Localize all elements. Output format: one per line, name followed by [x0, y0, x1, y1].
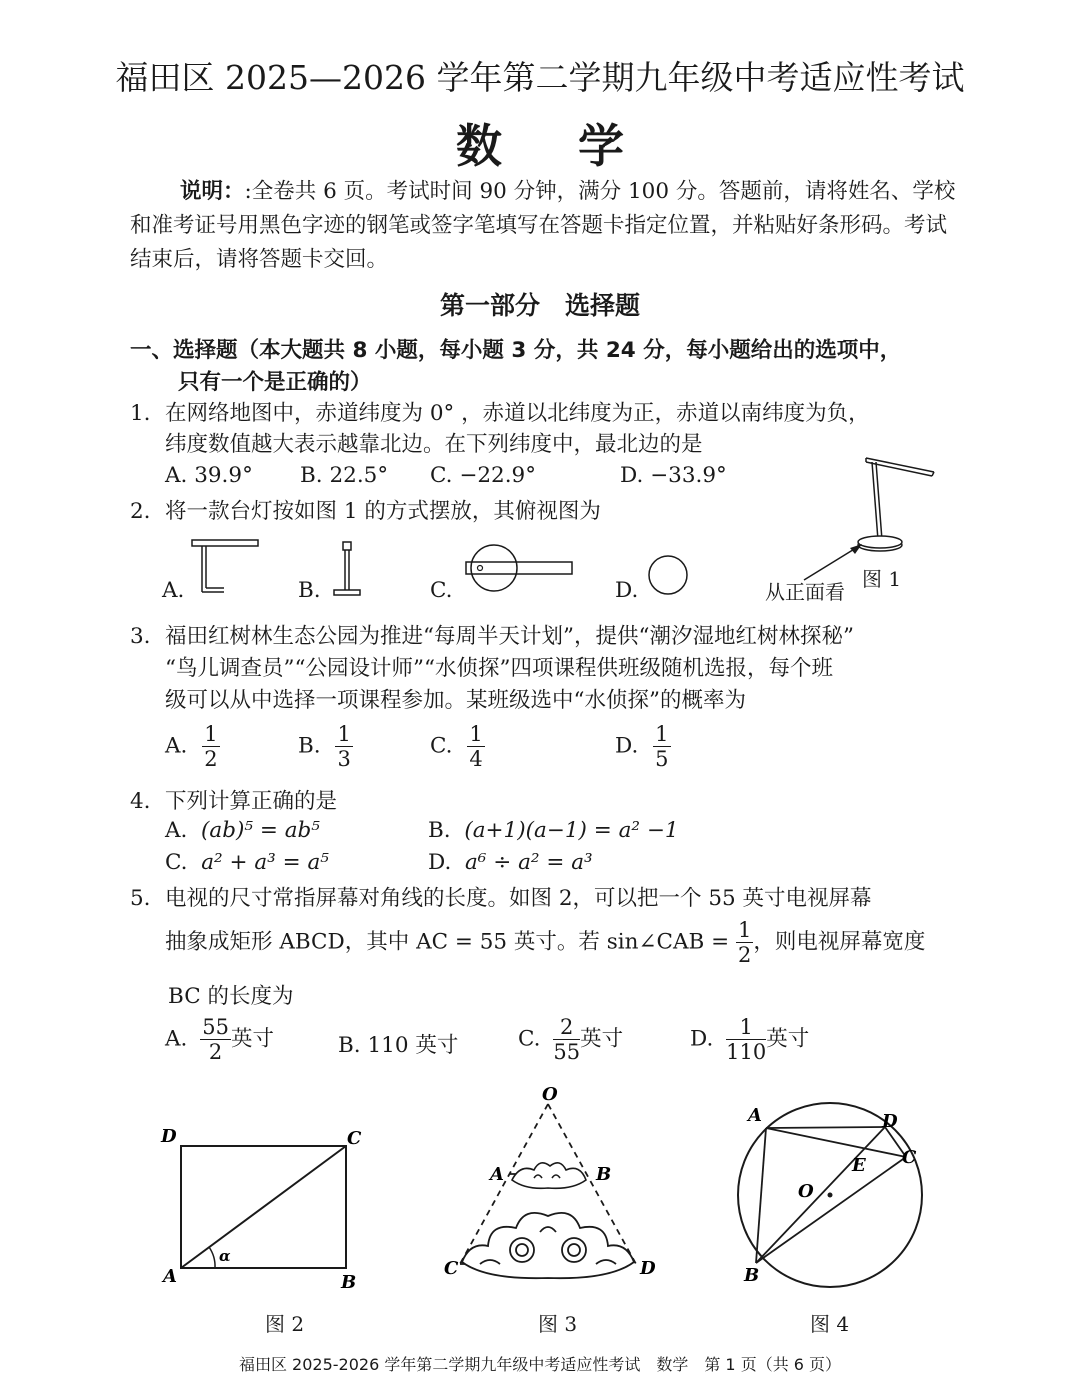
fig3-label-d: D	[640, 1258, 656, 1279]
q4-option-d	[428, 850, 593, 875]
fig4-label-b: B	[744, 1265, 760, 1286]
q2-option-c: C.	[430, 578, 453, 603]
q3-option-c	[430, 722, 485, 771]
q5-option-d-label: D.	[690, 1026, 714, 1052]
q5-option-a-unit: 英寸	[230, 1026, 274, 1052]
q5-a-denominator: 2	[208, 1040, 223, 1064]
q4-number: 4.	[130, 789, 151, 814]
q4-option-c-label: C.	[165, 850, 188, 875]
figure-4-caption: 图 4	[810, 1312, 850, 1336]
instructions-text: :全卷共 6 页。考试时间 90 分钟，满分 100 分。答题前，请将姓名、学校和准考证号用黑色字迹的钢笔或签字笔填写在答题卡指定位置，并粘贴好条形码。考试结束后，请将答题卡交回。	[130, 179, 956, 272]
q1-option-a: A. 39.9°	[165, 463, 253, 488]
q5-option-c-fraction	[553, 1015, 580, 1064]
q5-option-b-label: B.	[338, 1033, 361, 1058]
fig3-label-o: O	[542, 1084, 558, 1105]
q1-line2: 纬度数值越大表示越靠北边。在下列纬度中，最北边的是	[165, 432, 703, 457]
section-heading-line1: 一、选择题（本大题共 8 小题，每小题 3 分，共 24 分，每小题给出的选项中，	[130, 338, 902, 363]
q3-c-numerator: 1	[469, 722, 483, 746]
q5-option-a-fraction	[200, 1015, 231, 1064]
fig4-label-a: A	[748, 1105, 762, 1126]
q3-d-denominator: 5	[655, 747, 669, 771]
fig3-label-a: A	[490, 1164, 504, 1185]
q3-option-c-label: C.	[430, 733, 453, 759]
q2-text: 将一款台灯按如图 1 的方式摆放，其俯视图为	[165, 499, 601, 524]
q3-option-d-fraction	[653, 722, 670, 771]
q4-option-b-label: B.	[428, 818, 451, 843]
q3-number: 3.	[130, 624, 151, 649]
q3-d-numerator: 1	[655, 722, 669, 746]
q5-option-a	[165, 1015, 274, 1064]
exam-title: 福田区 2025—2026 学年第二学期九年级中考适应性考试	[115, 58, 965, 97]
q5-option-c-label: C.	[518, 1026, 541, 1052]
fig4-label-d: D	[882, 1111, 898, 1132]
q5-option-d-unit: 英寸	[766, 1026, 810, 1052]
q2-option-d-figure	[645, 552, 691, 598]
fig2-label-c: C	[347, 1128, 362, 1149]
figure-2-rectangle	[155, 1120, 375, 1293]
q3-option-b-fraction	[335, 722, 352, 771]
q1-number: 1.	[130, 401, 151, 426]
q2-option-b: B.	[298, 578, 321, 603]
q3-b-denominator: 3	[337, 747, 351, 771]
figure-4-circle	[720, 1095, 940, 1295]
q3-option-d	[615, 722, 671, 771]
q2-number: 2.	[130, 499, 151, 524]
q5-option-c-unit: 英寸	[580, 1026, 624, 1052]
q5-a-numerator: 55	[202, 1015, 229, 1039]
q1-line1: 在网络地图中，赤道纬度为 0° ，赤道以北纬度为正，赤道以南纬度为负，	[165, 401, 870, 426]
q5-d-numerator: 1	[726, 1015, 766, 1040]
q3-c-denominator: 4	[469, 747, 483, 771]
q3-b-numerator: 1	[337, 722, 351, 746]
page-footer: 福田区 2025-2026 学年第二学期九年级中考适应性考试 数学 第 1 页（共 6 页）	[238, 1355, 842, 1374]
part-title: 第一部分 选择题	[439, 291, 640, 320]
q5-line2-start: 抽象成矩形 ABCD，其中 AC = 55 英寸。若 sin∠CAB =	[165, 929, 730, 955]
q5-sin-numerator: 1	[738, 918, 752, 942]
q2-option-d: D.	[615, 578, 639, 603]
q3-line1: 福田红树林生态公园为推进“每周半天计划”，提供“潮汐湿地红树林探秘”	[165, 624, 854, 649]
q4-text: 下列计算正确的是	[165, 789, 338, 814]
fig4-label-e: E	[852, 1155, 866, 1176]
q2-option-c-figure	[462, 544, 578, 596]
q5-line2-end: ，则电视屏幕宽度	[753, 929, 926, 955]
q3-option-a	[165, 722, 220, 771]
instructions-label: 说明：	[180, 179, 245, 204]
section-heading-line2: 只有一个是正确的）	[178, 370, 372, 395]
q5-option-b	[338, 1028, 458, 1059]
q5-option-d-fraction	[726, 1015, 766, 1064]
small-cloud-icon	[512, 1163, 586, 1189]
q3-option-d-label: D.	[615, 733, 639, 759]
fig2-label-d: D	[161, 1126, 177, 1147]
q4-option-b-expr: (a+1)(a−1) = a² −1	[464, 818, 679, 843]
fig3-label-c: C	[444, 1258, 459, 1279]
fig2-label-alpha: α	[219, 1247, 231, 1265]
fig3-label-b: B	[596, 1164, 612, 1185]
q4-option-d-expr: a⁶ ÷ a² = a³	[464, 850, 593, 875]
fig2-label-b: B	[341, 1272, 357, 1293]
figure-2-caption: 图 2	[265, 1312, 305, 1336]
q5-number: 5.	[130, 886, 151, 911]
subject-title: 数 学	[455, 119, 654, 173]
fig4-label-c: C	[902, 1147, 917, 1168]
q4-option-d-label: D.	[428, 850, 452, 875]
q2-option-b-figure	[330, 540, 370, 600]
q3-option-a-label: A.	[165, 733, 188, 759]
q5-d-denominator: 110	[726, 1040, 767, 1064]
q3-line2: “鸟儿调查员”“公园设计师”“水侦探”四项课程供班级随机选报，每个班	[165, 656, 833, 681]
q4-option-a	[165, 818, 320, 843]
q1-option-c: C. −22.9°	[430, 463, 536, 488]
q3-option-b-label: B.	[298, 733, 321, 759]
q5-sin-denominator: 2	[738, 943, 752, 967]
q5-option-b-text: 110 英寸	[367, 1033, 459, 1058]
q4-option-b	[428, 818, 679, 843]
q2-option-a: A.	[162, 578, 185, 603]
q3-a-numerator: 1	[204, 722, 218, 746]
q3-option-c-fraction	[467, 722, 484, 771]
q5-c-numerator: 2	[553, 1015, 580, 1040]
fig4-label-o: O	[798, 1181, 814, 1202]
q3-option-a-fraction	[202, 722, 219, 771]
q5-option-d	[690, 1015, 809, 1064]
q2-option-a-figure	[190, 538, 262, 598]
q4-option-a-expr: (ab)⁵ = ab⁵	[201, 818, 320, 843]
q5-line3: BC 的长度为	[168, 984, 294, 1009]
q3-option-b	[298, 722, 353, 771]
instructions	[130, 175, 958, 277]
figure-3-caption: 图 3	[538, 1312, 578, 1336]
q3-line3: 级可以从中选择一项课程参加。某班级选中“水侦探”的概率为	[165, 688, 746, 713]
q5-line1: 电视的尺寸常指屏幕对角线的长度。如图 2，可以把一个 55 英寸电视屏幕	[165, 886, 872, 911]
figure-1-caption: 图 1	[862, 567, 902, 591]
q4-option-c	[165, 850, 329, 875]
q4-option-c-expr: a² + a³ = a⁵	[201, 850, 329, 875]
q4-option-a-label: A.	[165, 818, 188, 843]
q3-a-denominator: 2	[204, 747, 218, 771]
q5-option-c	[518, 1015, 623, 1064]
q5-sin-fraction	[736, 918, 753, 967]
q5-option-a-label: A.	[165, 1026, 188, 1052]
large-cloud-icon	[462, 1213, 634, 1278]
figure-3-triangle	[440, 1082, 670, 1292]
fig2-label-a: A	[163, 1266, 177, 1287]
view-direction-label: 从正面看	[765, 580, 845, 604]
q5-c-denominator: 55	[553, 1040, 581, 1064]
q5-line2	[165, 918, 925, 967]
q1-option-d: D. −33.9°	[620, 463, 727, 488]
q1-option-b: B. 22.5°	[300, 463, 389, 488]
